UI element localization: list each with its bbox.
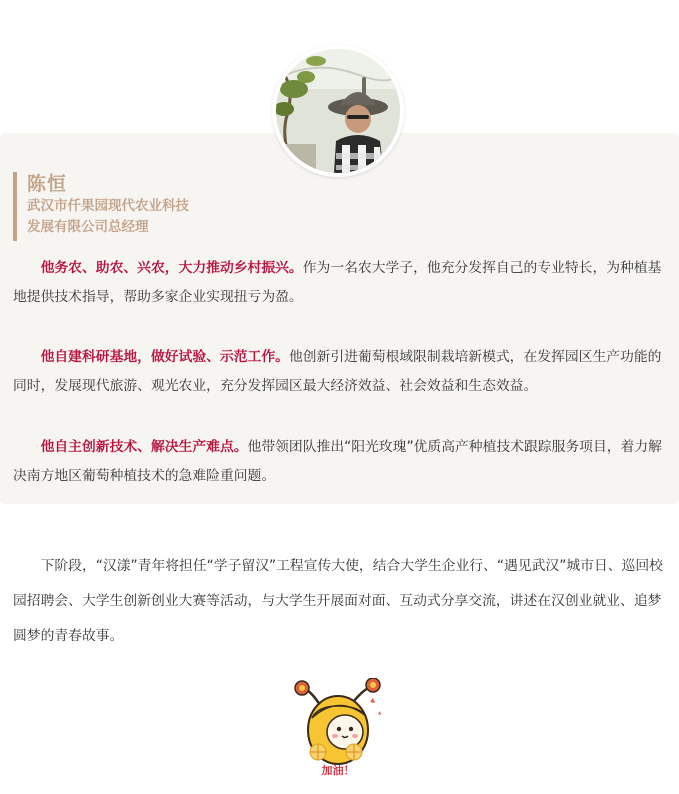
paragraph-3-text: 他带领团队推出“阳光玫瑰”优质高产种植技术跟踪服务项目，着力解决南方地区葡萄种植技术的急难险重问题。	[13, 439, 662, 484]
name-block	[13, 172, 189, 241]
paragraph-1-highlight: 他务农、助农、兴农，大力推动乡村振兴。	[40, 260, 303, 276]
person-name: 陈恒	[27, 173, 68, 195]
paragraph-1	[13, 254, 669, 312]
cheering-bee-mascot-icon	[288, 678, 392, 778]
person-in-greenhouse-icon	[276, 49, 400, 173]
paragraph-3-highlight: 他自主创新技术、解决生产难点。	[40, 439, 248, 455]
paragraph-2-highlight: 他自建科研基地，做好试验、示范工作。	[40, 349, 289, 365]
paragraph-2	[13, 343, 669, 401]
person-title-line1: 武汉市仟果园现代农业科技	[27, 198, 189, 214]
paragraph-2-text: 他创新引进葡萄根域限制栽培新模式，在发挥园区生产功能的同时，发展现代旅游、观光农业，充分发挥园区最大经济效益、社会效益和生态效益。	[13, 349, 662, 394]
paragraph-3	[13, 433, 669, 491]
profile-photo	[272, 45, 404, 177]
person-title-line2: 发展有限公司总经理	[27, 219, 149, 235]
mascot	[288, 678, 392, 778]
closing-paragraph: 下阶段，“汉漾”青年将担任“学子留汉”工程宣传大使，结合大学生企业行、“遇见武汉”城市日、巡回校园招聘会、大学生创新创业大赛等活动，与大学生开展面对面、互动式分享交流，讲述在汉创业就业、追梦圆梦的青春故事。	[13, 558, 663, 644]
mascot-caption: 加油！	[321, 764, 355, 777]
paragraph-1-text: 作为一名农大学子，他充分发挥自己的专业特长，为种植基地提供技术指导，帮助多家企业实现扭亏为盈。	[13, 260, 662, 305]
